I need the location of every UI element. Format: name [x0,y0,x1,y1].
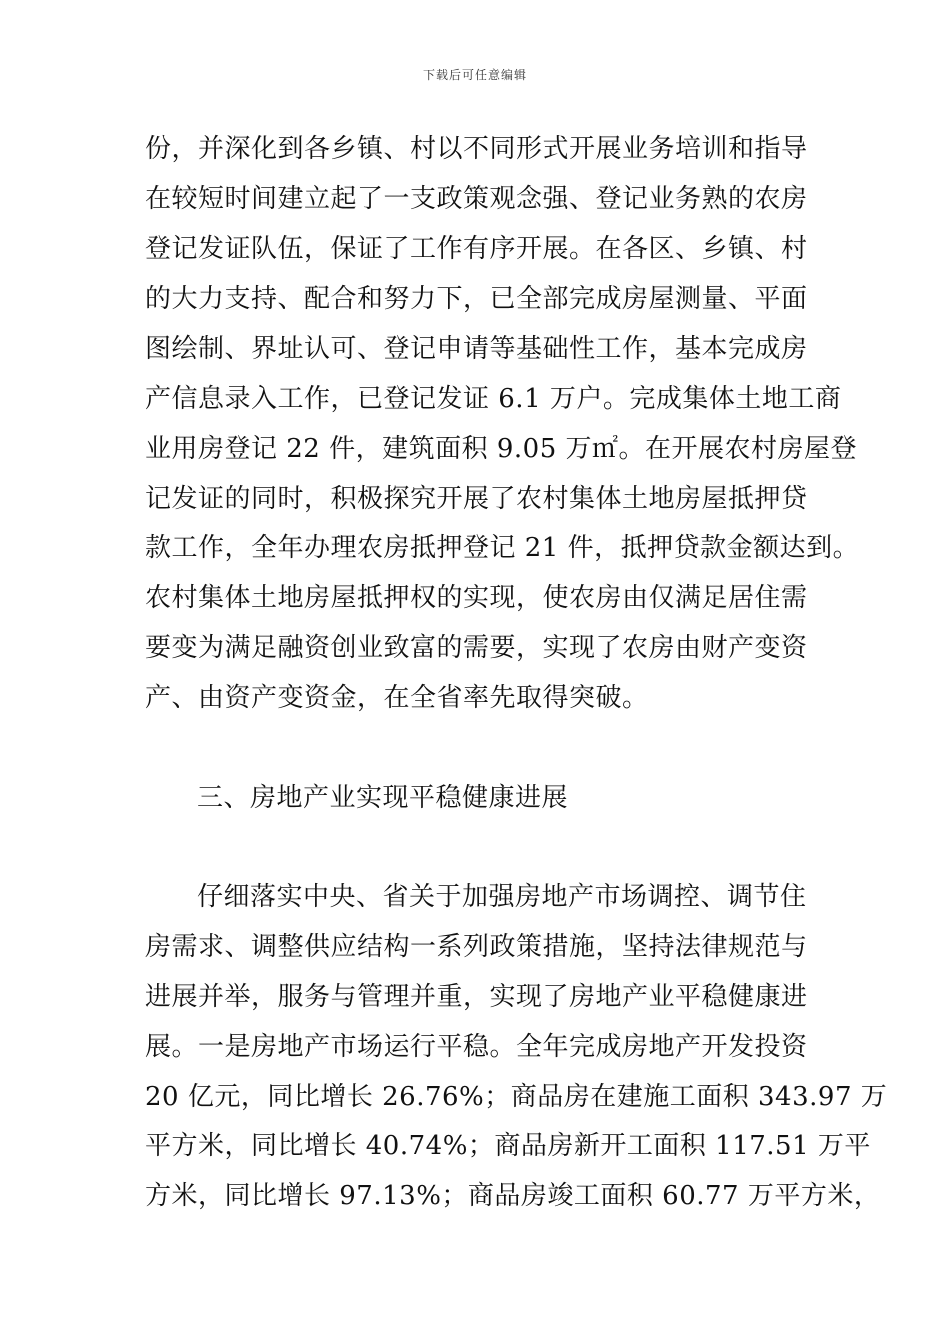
paragraph-line: 产、由资产变资金，在全省率先取得突破。 [145,683,649,713]
paragraph-line: 20 亿元，同比增长 26.76%；商品房在建施工面积 343.97 万 [145,1082,888,1112]
paragraph-line: 的大力支持、配合和努力下，已全部完成房屋测量、平面 [145,284,808,314]
page-header: 下载后可任意编辑 [422,68,527,82]
paragraph-line: 方米，同比增长 97.13%；商品房竣工面积 60.77 万平方米， [145,1181,881,1211]
paragraph-line: 仔细落实中央、省关于加强房地产市场调控、调节住 [197,882,807,912]
paragraph-line: 进展并举，服务与管理并重，实现了房地产业平稳健康进 [145,982,808,1012]
paragraph-line: 份，并深化到各乡镇、村以不同形式开展业务培训和指导 [145,134,808,164]
paragraph-line: 图绘制、界址认可、登记申请等基础性工作，基本完成房 [145,334,808,364]
paragraph-line: 产信息录入工作，已登记发证 6.1 万户。完成集体土地工商 [145,384,842,414]
paragraph-line: 款工作，全年办理农房抵押登记 21 件，抵押贷款金额达到。 [145,533,860,563]
paragraph-line: 业用房登记 22 件，建筑面积 9.05 万㎡。在开展农村房屋登 [145,434,858,464]
paragraph-line: 要变为满足融资创业致富的需要，实现了农房由财产变资 [145,633,808,663]
section-heading: 三、房地产业实现平稳健康进展 [197,783,569,813]
paragraph-line: 记发证的同时，积极探究开展了农村集体土地房屋抵押贷 [145,484,808,514]
paragraph-line: 在较短时间建立起了一支政策观念强、登记业务熟的农房 [145,184,808,214]
paragraph-line: 农村集体土地房屋抵押权的实现，使农房由仅满足居住需 [145,583,808,613]
paragraph-line: 平方米，同比增长 40.74%；商品房新开工面积 117.51 万平 [145,1131,871,1161]
paragraph-line: 展。一是房地产市场运行平稳。全年完成房地产开发投资 [145,1032,808,1062]
paragraph-line: 房需求、调整供应结构一系列政策措施，坚持法律规范与 [145,932,808,962]
paragraph-line: 登记发证队伍，保证了工作有序开展。在各区、乡镇、村 [145,234,808,264]
